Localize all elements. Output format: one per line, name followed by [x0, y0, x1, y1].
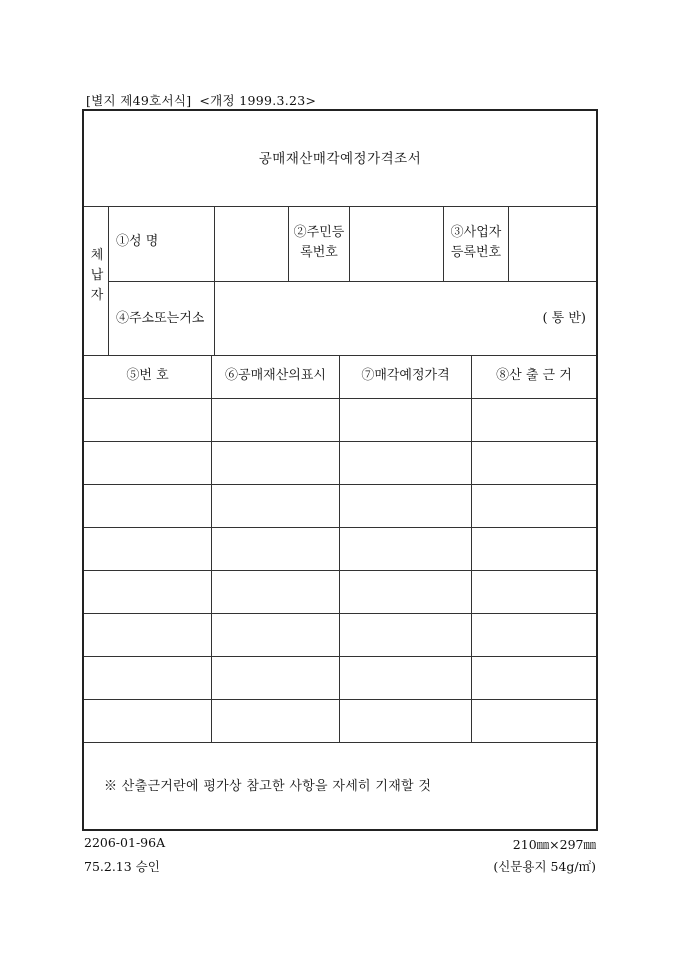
approval-date: 75.2.13 승인	[84, 859, 160, 874]
title-divider	[84, 206, 596, 207]
revision-date: <개정 1999.3.23>	[199, 93, 317, 108]
column-header-number: ⑤번 호	[126, 368, 169, 383]
appraisal-form	[82, 109, 598, 831]
taxpayer-label-border	[108, 206, 109, 355]
address-tong-ban: ( 통 반)	[542, 311, 586, 326]
business-number-label: ③사업자 등록번호	[450, 225, 502, 260]
resident-number-label: ②주민등 록번호	[293, 225, 345, 260]
table-row-line	[84, 484, 596, 485]
form-code: 2206-01-96A	[84, 835, 166, 850]
column-header-divider	[84, 398, 596, 399]
table-row-line	[84, 527, 596, 528]
name-label: ①성 명	[116, 234, 159, 249]
form-number: [별지 제49호서식]	[86, 93, 192, 108]
table-row-line	[84, 742, 596, 743]
column-header-price: ⑦매각예정가격	[361, 368, 450, 383]
column-header-basis: ⑧산 출 근 거	[496, 368, 572, 383]
form-title: 공매재산매각예정가격조서	[258, 151, 422, 167]
form-header	[86, 91, 316, 109]
address-label: ④주소또는거소	[116, 311, 205, 326]
taxpayer-row-divider	[108, 281, 596, 282]
table-column-divider	[211, 355, 212, 742]
table-row-line	[84, 570, 596, 571]
table-row-line	[84, 441, 596, 442]
taxpayer-section-divider	[84, 355, 596, 356]
table-column-divider	[471, 355, 472, 742]
table-row-line	[84, 656, 596, 657]
table-column-divider	[339, 355, 340, 742]
paper-type: (신문용지 54g/㎡)	[493, 859, 596, 874]
column-header-property: ⑥공매재산의표시	[225, 368, 326, 383]
taxpayer-section-label: 체 납 자	[90, 248, 104, 303]
taxpayer-field-border	[214, 206, 215, 355]
table-row-line	[84, 613, 596, 614]
table-row-line	[84, 699, 596, 700]
instruction-note: ※ 산출근거란에 평가상 참고한 사항을 자세히 기재할 것	[104, 779, 432, 794]
paper-size: 210㎜×297㎜	[512, 837, 596, 852]
